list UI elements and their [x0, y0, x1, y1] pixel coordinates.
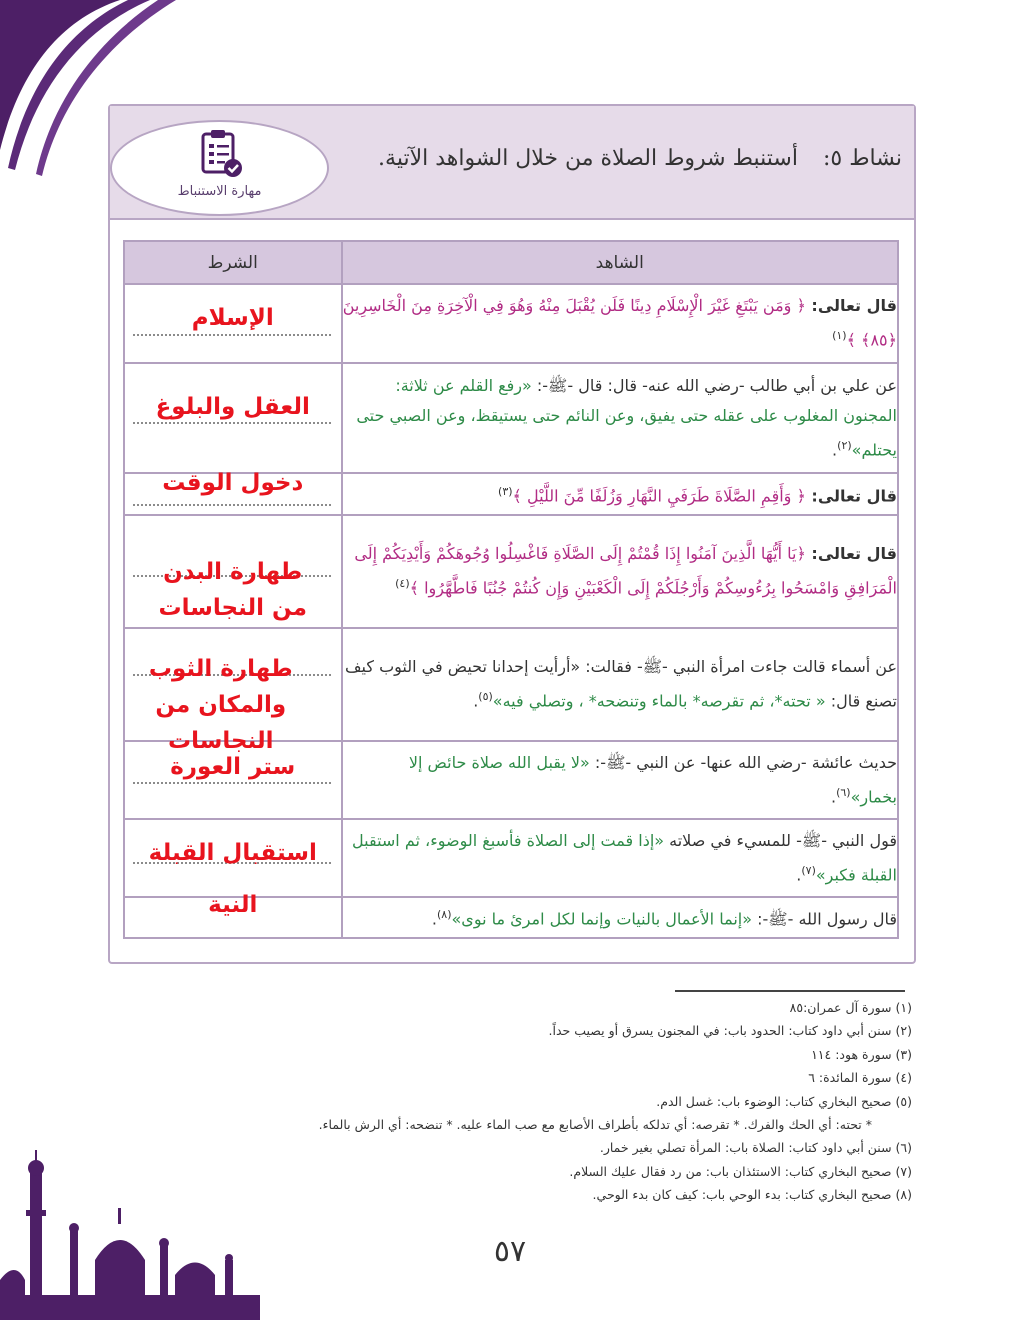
answer-dotted-line	[133, 504, 331, 506]
evidence-lead-text: قال تعالى:	[805, 486, 897, 506]
evidence-column-header: الشاهد	[342, 241, 899, 284]
condition-answer: طهارة الثوب والمكان من النجاسات	[148, 656, 293, 754]
footnote-separator	[675, 990, 905, 992]
table-row	[124, 741, 898, 819]
footnote: (٧) صحيح البخاري كتاب: الاستئذان باب: من رد فقال عليك السلام.	[569, 1163, 912, 1179]
condition-cell	[124, 363, 342, 473]
footnote: (١) سورة آل عمران:٨٥	[789, 1000, 912, 1015]
condition-cell	[124, 515, 342, 628]
evidence-green-text: «إنما الأعمال بالنيات وإنما لكل امرئ ما نوى»	[451, 909, 753, 929]
evidence-lead-text: قال تعالى:	[805, 544, 897, 564]
activity-title	[378, 146, 902, 171]
evidence-table	[123, 240, 899, 939]
footnotes	[152, 996, 912, 1207]
evidence-ref-text: (٧)	[801, 863, 816, 877]
evidence-cell	[342, 473, 899, 515]
activity-instruction: أستنبط شروط الصلاة من خلال الشواهد الآتية.	[378, 146, 798, 171]
table-row	[124, 473, 898, 515]
condition-answer: الإسلام	[191, 305, 274, 331]
evidence-plain-text: .	[796, 865, 802, 885]
evidence-plain-text: .	[431, 909, 437, 929]
evidence-plain-text: قول النبي -ﷺ- للمسيء في صلاته	[664, 830, 897, 850]
evidence-ref-text: (٦)	[836, 785, 851, 799]
table-row	[124, 363, 898, 473]
evidence-cell	[342, 363, 899, 473]
evidence-ref-text: (٤)	[395, 577, 410, 591]
condition-cell	[124, 892, 342, 938]
activity-header	[110, 106, 914, 220]
evidence-green-text: «رفع القلم عن ثلاثة: المجنون المغلوب على عقله حتى يفيق، وعن النائم حتى يستيقظ، وعن الصبي حتى يحتلم»	[356, 375, 897, 460]
evidence-quran-text: ﴿ وَمَن يَبْتَغِ غَيْرَ الْإِسْلَامِ دِينًا فَلَن يُقْبَلَ مِنْهُ وَهُوَ فِي الْآخِرَةِ مِنَ الْخَاسِرِينَ ﴿٨٥﴾ ﴾	[342, 296, 897, 350]
evidence-lead-text: قال تعالى:	[805, 296, 897, 316]
skill-label: مهارة الاستنباط	[177, 184, 262, 199]
answer-dotted-line	[133, 422, 331, 424]
evidence-plain-text: عن أسماء قالت جاءت امرأة النبي -ﷺ- فقالت: «أرأيت إحدانا تحيض في الثوب كيف تصنع قال:	[344, 657, 897, 711]
evidence-green-text: «إذا قمت إلى الصلاة فأسبغ الوضوء، ثم استقبل القبلة فكبر»	[352, 830, 897, 885]
table-header-row	[124, 241, 898, 284]
condition-answer: العقل والبلوغ	[155, 394, 310, 420]
evidence-green-text: « تحته*، ثم تقرصه* بالماء وتنضحه* ، وتصلي فيه»	[492, 691, 826, 711]
footnote: (٣) سورة هود: ١١٤	[811, 1046, 912, 1062]
evidence-plain-text: قال رسول الله -ﷺ-:	[752, 909, 897, 929]
evidence-plain-text: .	[473, 691, 479, 711]
evidence-cell	[342, 284, 899, 363]
footnote: (٦) سنن أبي داود كتاب: الصلاة باب: المرأة تصلي بغير خمار.	[599, 1140, 912, 1156]
condition-answer: استقبال القبلة	[148, 840, 317, 866]
footnote: (٨) صحيح البخاري كتاب: بدء الوحي باب: كيف كان بدء الوحي.	[592, 1187, 912, 1203]
condition-cell	[124, 819, 342, 897]
evidence-green-text: «لا يقبل الله صلاة حائض إلا بخمار»	[408, 752, 897, 807]
condition-answer: النية	[208, 892, 258, 918]
evidence-ref-text: (٢)	[837, 438, 852, 452]
footnote: (٥) صحيح البخاري كتاب: الوضوء باب: غسل الدم.	[656, 1093, 912, 1109]
evidence-ref-text: (٣)	[498, 484, 513, 498]
evidence-quran-text: ﴿يَا أَيُّهَا الَّذِينَ آمَنُوا إِذَا قُمْتُمْ إِلَى الصَّلَاةِ فَاغْسِلُوا وُجُوهَكُمْ وَأَيْدِيَكُمْ إِلَى الْمَرَافِقِ وَامْسَحُوا بِرُءُوسِكُمْ وَأَرْجُلَكُمْ إِلَى الْكَعْبَيْنِ وَإِن كُنتُمْ جُنُبًا فَاطَّهَّرُوا ﴾	[354, 544, 897, 598]
condition-cell	[124, 284, 342, 363]
answer-dotted-line	[133, 782, 331, 784]
evidence-cell	[342, 897, 899, 938]
evidence-cell	[342, 628, 899, 741]
evidence-ref-text: (٥)	[478, 690, 493, 704]
footnote: (٢) سنن أبي داود كتاب: الحدود باب: في المجنون يسرق أو يصيب حداً.	[548, 1023, 912, 1039]
condition-answer: ستر العورة	[170, 754, 296, 780]
condition-answer: طهارة البدن من النجاسات	[158, 559, 307, 621]
table-row	[124, 628, 898, 741]
evidence-plain-text: عن علي بن أبي طالب -رضي الله عنه- قال: قال -ﷺ-:	[531, 375, 897, 395]
condition-answer: دخول الوقت	[162, 470, 304, 496]
table-row	[124, 819, 898, 897]
evidence-quran-text: ﴿ وَأَقِمِ الصَّلَاةَ طَرَفَيِ النَّهَارِ وَزُلَفًا مِّنَ اللَّيْلِ ﴾	[512, 486, 806, 506]
condition-cell	[124, 628, 342, 754]
footnote-glossary: * تحته: أي الحك والفرك. * تقرصه: أي تدلكه بأطراف الأصابع مع صب الماء عليه. * تنضحه: أي الرش بالماء.	[318, 1117, 872, 1133]
evidence-ref-text: (٨)	[437, 908, 452, 922]
evidence-cell	[342, 515, 899, 628]
activity-box	[108, 104, 916, 964]
page-number: ٥٧	[493, 1234, 527, 1269]
evidence-plain-text: حديث عائشة -رضي الله عنها- عن النبي -ﷺ-:	[589, 752, 897, 772]
condition-column-header: الشرط	[124, 241, 342, 284]
answer-dotted-line	[133, 334, 331, 336]
evidence-cell	[342, 741, 899, 819]
table-row	[124, 515, 898, 628]
evidence-plain-text: .	[830, 787, 837, 807]
clipboard-check-icon	[197, 128, 245, 180]
table-row	[124, 897, 898, 938]
condition-cell	[124, 470, 342, 515]
evidence-ref-text: (١)	[832, 329, 847, 343]
activity-number: نشاط ٥:	[822, 146, 902, 171]
footnote: (٤) سورة المائدة: ٦	[808, 1070, 912, 1086]
table-row	[124, 284, 898, 363]
condition-cell	[124, 741, 342, 819]
evidence-plain-text: .	[832, 440, 838, 460]
evidence-cell	[342, 819, 899, 897]
skill-badge	[110, 120, 329, 216]
